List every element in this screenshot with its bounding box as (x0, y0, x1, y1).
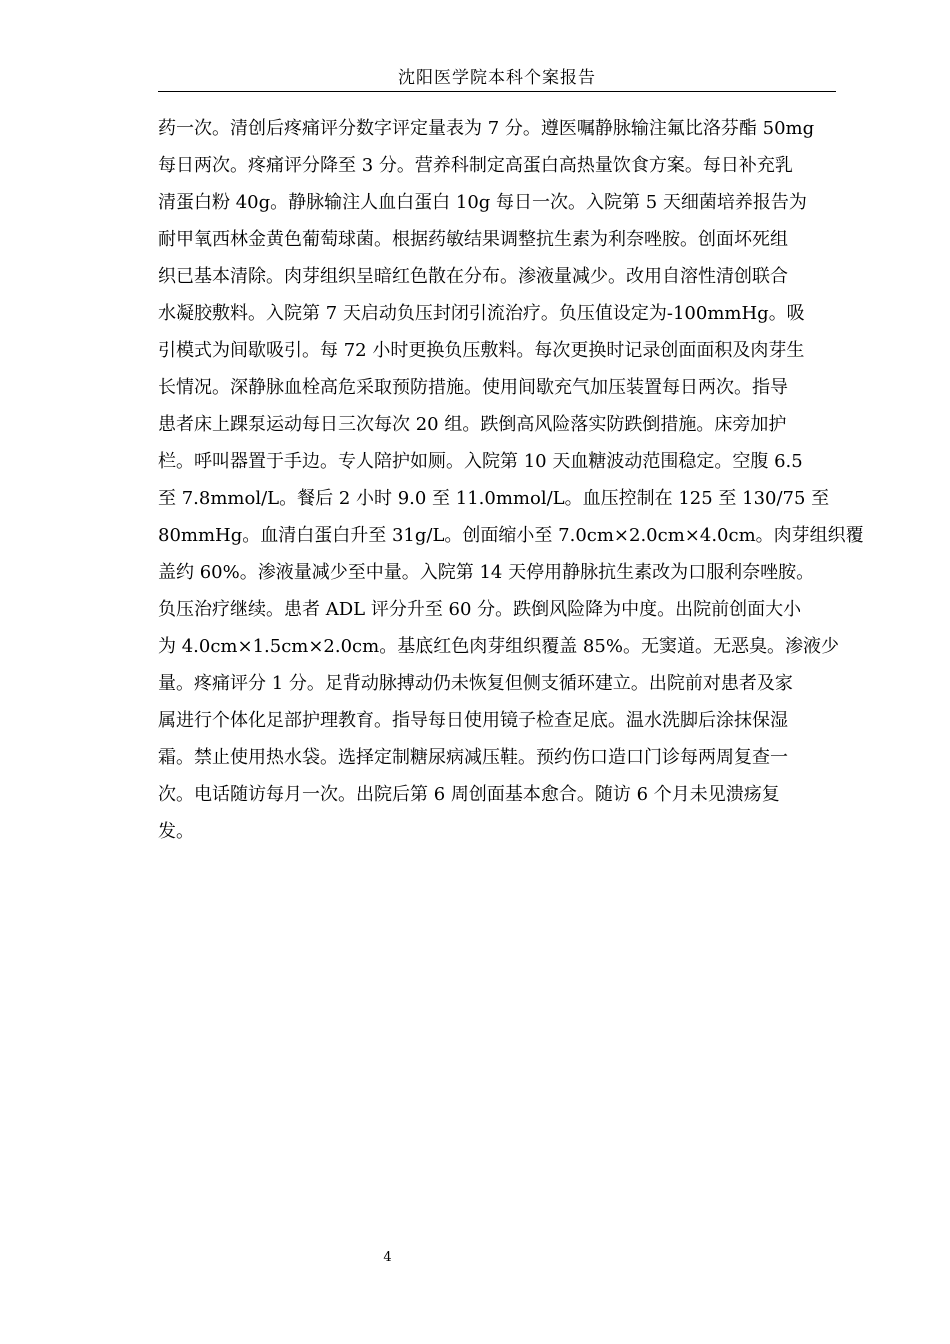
page-header-title: 沈阳医学院本科个案报告 (398, 68, 596, 88)
body-text (158, 110, 864, 850)
text-line: 量。疼痛评分 1 分。足背动脉搏动仍未恢复但侧支循环建立。出院前对患者及家 (158, 673, 793, 694)
text-line: 为 4.0cm×1.5cm×2.0cm。基底红色肉芽组织覆盖 85%。无窦道。无恶臭。渗液少 (158, 636, 839, 657)
text-line: 至 7.8mmol/L。餐后 2 小时 9.0 至 11.0mmol/L。血压控制在 125 至 130/75 至 (158, 488, 830, 509)
text-line: 栏。呼叫器置于手边。专人陪护如厕。入院第 10 天血糖波动范围稳定。空腹 6.5 (158, 451, 803, 472)
text-line: 属进行个体化足部护理教育。指导每日使用镜子检查足底。温水洗脚后涂抹保湿 (158, 710, 788, 731)
text-line: 负压治疗继续。患者 ADL 评分升至 60 分。跌倒风险降为中度。出院前创面大小 (158, 599, 802, 620)
text-line: 每日两次。疼痛评分降至 3 分。营养科制定高蛋白高热量饮食方案。每日补充乳 (158, 155, 793, 176)
text-line: 霜。禁止使用热水袋。选择定制糖尿病减压鞋。预约伤口造口门诊每两周复查一 (158, 747, 788, 768)
text-line: 耐甲氧西林金黄色葡萄球菌。根据药敏结果调整抗生素为利奈唑胺。创面坏死组 (158, 229, 788, 250)
text-line: 发。 (158, 821, 194, 842)
text-line: 水凝胶敷料。入院第 7 天启动负压封闭引流治疗。负压值设定为-100mmHg。吸 (158, 303, 805, 324)
text-line: 患者床上踝泵运动每日三次每次 20 组。跌倒高风险落实防跌倒措施。床旁加护 (158, 414, 787, 435)
text-line: 盖约 60%。渗液量减少至中量。入院第 14 天停用静脉抗生素改为口服利奈唑胺。 (158, 562, 815, 583)
header-divider (158, 91, 836, 92)
text-line: 80mmHg。血清白蛋白升至 31g/L。创面缩小至 7.0cm×2.0cm×4.0cm。肉芽组织覆 (158, 525, 864, 546)
text-line: 织已基本清除。肉芽组织呈暗红色散在分布。渗液量减少。改用自溶性清创联合 (158, 266, 788, 287)
text-line: 长情况。深静脉血栓高危采取预防措施。使用间歇充气加压装置每日两次。指导 (158, 377, 788, 398)
page-number: 4 (383, 1250, 392, 1265)
text-line: 引模式为间歇吸引。每 72 小时更换负压敷料。每次更换时记录创面面积及肉芽生 (158, 340, 805, 361)
text-line: 次。电话随访每月一次。出院后第 6 周创面基本愈合。随访 6 个月未见溃疡复 (158, 784, 780, 805)
text-line: 药一次。清创后疼痛评分数字评定量表为 7 分。遵医嘱静脉输注氟比洛芬酯 50mg (158, 118, 815, 139)
text-line: 清蛋白粉 40g。静脉输注人血白蛋白 10g 每日一次。入院第 5 天细菌培养报告为 (158, 192, 807, 213)
